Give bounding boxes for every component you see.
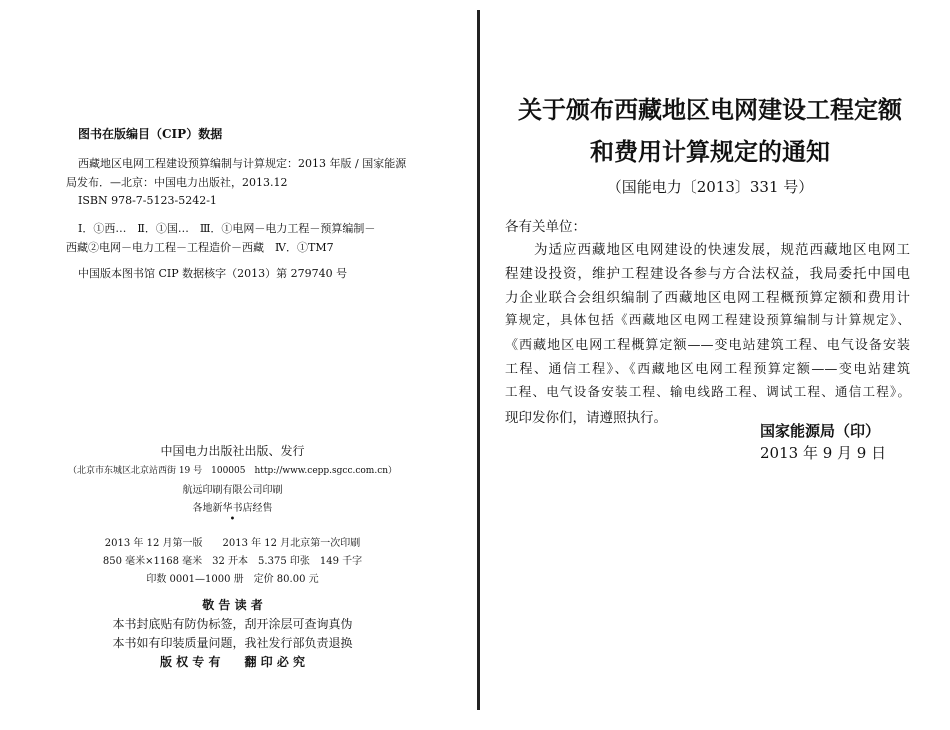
body-line: 现印发你们，请遵照执行。 xyxy=(505,410,667,426)
class-line: Ⅰ．①西… Ⅱ．①国… Ⅲ．①电网－电力工程－预算编制－ xyxy=(78,222,376,235)
body-line: 工程、通信工程》、《西藏地区电网工程预算定额——变电站建筑 xyxy=(505,362,910,377)
notice-title: 关于颁布西藏地区电网建设工程定额 xyxy=(518,95,902,124)
notice-heading: 敬 告 读 者 xyxy=(202,598,263,612)
notice-line: 本书封底贴有防伪标签，刮开涂层可查询真伪 xyxy=(112,617,353,631)
salutation: 各有关单位： xyxy=(505,219,586,235)
body-line: 为适应西藏地区电网建设的快速发展，规范西藏地区电网工 xyxy=(505,242,910,258)
isbn: ISBN 978-7-5123-5242-1 xyxy=(78,194,217,207)
body-line: 程建设投资，维护工程建设各参与方合法权益，我局委托中国电 xyxy=(505,266,910,282)
printer: 航远印刷有限公司印刷 xyxy=(182,485,283,496)
distributor: 各地新华书店经售 xyxy=(192,503,273,514)
address: （北京市东城区北京站西街 19 号 100005 http://www.cepp.sgcc.com.cn） xyxy=(67,466,398,476)
doc-number: （国能电力〔2013〕331 号） xyxy=(606,178,814,196)
body-line: 力企业联合会组织编制了西藏地区电网工程概预算定额和费用计 xyxy=(505,290,910,306)
date: 2013 年 9 月 9 日 xyxy=(760,444,887,462)
class-line: 西藏②电网－电力工程－工程造价－西藏 Ⅳ．①TM7 xyxy=(66,241,334,254)
body-line: 《西藏地区电网工程概算定额——变电站建筑工程、电气设备安装 xyxy=(505,338,910,353)
notice-line: 本书如有印装质量问题，我社发行部负责退换 xyxy=(112,636,353,650)
bullet: • xyxy=(229,514,236,525)
cip-line: 局发布．—北京：中国电力出版社，2013.12 xyxy=(66,176,288,189)
copyright: 版 权 专 有 翻 印 必 究 xyxy=(159,655,306,669)
notice-title: 和费用计算规定的通知 xyxy=(590,137,830,166)
page-divider xyxy=(477,10,480,710)
cip-line: 西藏地区电网工程建设预算编制与计算规定：2013 年版 / 国家能源 xyxy=(78,157,407,170)
cip-number: 中国版本图书馆 CIP 数据核字（2013）第 279740 号 xyxy=(78,267,348,280)
format: 850 毫米×1168 毫米 32 开本 5.375 印张 149 千字 xyxy=(102,556,363,567)
print-run: 印数 0001—1000 册 定价 80.00 元 xyxy=(146,574,319,585)
cip-heading: 图书在版编目（CIP）数据 xyxy=(78,127,223,141)
body-line: 算规定，具体包括《西藏地区电网工程建设预算编制与计算规定》、 xyxy=(505,312,910,327)
edition: 2013 年 12 月第一版 2013 年 12 月北京第一次印刷 xyxy=(104,538,361,549)
body-line: 工程、电气设备安装工程、输电线路工程、调试工程、通信工程》。 xyxy=(505,384,910,399)
publisher: 中国电力出版社出版、发行 xyxy=(160,444,305,458)
signatory: 国家能源局（印） xyxy=(760,422,881,440)
